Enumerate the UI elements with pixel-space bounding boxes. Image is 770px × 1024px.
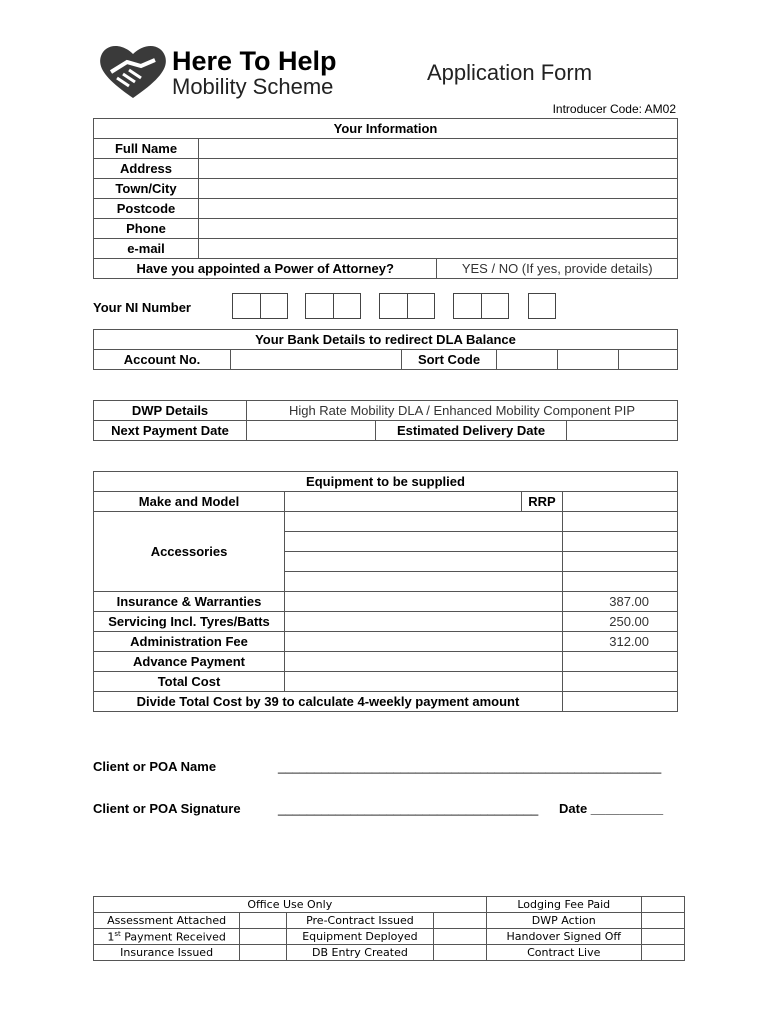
dwp-action-label: DWP Action	[486, 913, 641, 929]
accessory-price-input[interactable]	[563, 552, 678, 572]
dwp-details-label: DWP Details	[94, 401, 247, 421]
payment-received-label: 1st Payment Received	[94, 929, 240, 945]
email-input[interactable]	[199, 239, 678, 259]
accessory-price-input[interactable]	[563, 532, 678, 552]
introducer-code: Introducer Code: AM02	[552, 102, 676, 116]
checkbox-cell[interactable]	[433, 913, 486, 929]
office-heading: Office Use Only	[94, 897, 487, 913]
contract-live-label: Contract Live	[486, 945, 641, 961]
dwp-table	[93, 400, 678, 441]
servicing-label: Servicing Incl. Tyres/Batts	[94, 612, 285, 632]
signature-line[interactable]: ____________________________________	[278, 801, 539, 816]
total-cost-input[interactable]	[563, 672, 678, 692]
ni-box[interactable]	[379, 293, 435, 319]
signature-label: Client or POA Signature	[93, 801, 241, 816]
accessory-input[interactable]	[285, 512, 563, 532]
divide-instruction: Divide Total Cost by 39 to calculate 4-weekly payment amount	[94, 692, 563, 712]
client-name-label: Client or POA Name	[93, 759, 217, 774]
field-label: e-mail	[94, 239, 199, 259]
logo-title: Here To Help	[172, 46, 337, 76]
sort-code-input[interactable]	[558, 350, 619, 370]
your-information-table	[93, 118, 678, 279]
account-label: Account No.	[94, 350, 231, 370]
town-input[interactable]	[199, 179, 678, 199]
admin-fee-value: 312.00	[563, 632, 678, 652]
checkbox-cell[interactable]	[641, 897, 684, 913]
insurance-label: Insurance & Warranties	[94, 592, 285, 612]
dwp-details-value: High Rate Mobility DLA / Enhanced Mobility Component PIP	[247, 401, 678, 421]
make-model-label: Make and Model	[94, 492, 285, 512]
advance-payment-input[interactable]	[563, 652, 678, 672]
admin-fee-label: Administration Fee	[94, 632, 285, 652]
precontract-label: Pre-Contract Issued	[287, 913, 433, 929]
accessory-input[interactable]	[285, 572, 563, 592]
make-model-input[interactable]	[285, 492, 522, 512]
client-name-line[interactable]: _____________________________________________________	[278, 759, 662, 774]
bank-details-table	[93, 329, 678, 370]
section-heading: Equipment to be supplied	[94, 472, 678, 492]
phone-input[interactable]	[199, 219, 678, 239]
ni-box[interactable]	[305, 293, 361, 319]
ni-box[interactable]	[453, 293, 509, 319]
checkbox-cell[interactable]	[240, 913, 287, 929]
section-heading: Your Information	[94, 119, 678, 139]
db-entry-label: DB Entry Created	[287, 945, 433, 961]
accessory-price-input[interactable]	[563, 572, 678, 592]
sort-code-input[interactable]	[619, 350, 678, 370]
date-field[interactable]: Date __________	[559, 801, 664, 816]
accessory-input[interactable]	[285, 552, 563, 572]
poa-question: Have you appointed a Power of Attorney?	[94, 259, 437, 279]
next-payment-label: Next Payment Date	[94, 421, 247, 441]
ni-box[interactable]	[528, 293, 556, 319]
field-label: Full Name	[94, 139, 199, 159]
delivery-input[interactable]	[567, 421, 678, 441]
rrp-label: RRP	[522, 492, 563, 512]
office-use-table	[93, 896, 685, 961]
rrp-input[interactable]	[563, 492, 678, 512]
ni-box[interactable]	[232, 293, 288, 319]
postcode-input[interactable]	[199, 199, 678, 219]
account-input[interactable]	[231, 350, 402, 370]
checkbox-cell[interactable]	[641, 945, 684, 961]
checkbox-cell[interactable]	[433, 945, 486, 961]
field-label: Phone	[94, 219, 199, 239]
checkbox-cell[interactable]	[240, 929, 287, 945]
next-payment-input[interactable]	[247, 421, 376, 441]
address-input[interactable]	[199, 159, 678, 179]
total-cost-label: Total Cost	[94, 672, 285, 692]
field-label: Town/City	[94, 179, 199, 199]
advance-payment-label: Advance Payment	[94, 652, 285, 672]
handover-label: Handover Signed Off	[486, 929, 641, 945]
accessories-label: Accessories	[94, 512, 285, 592]
accessory-price-input[interactable]	[563, 512, 678, 532]
weekly-payment-input[interactable]	[563, 692, 678, 712]
accessory-input[interactable]	[285, 532, 563, 552]
insurance-issued-label: Insurance Issued	[94, 945, 240, 961]
section-heading: Your Bank Details to redirect DLA Balance	[94, 330, 678, 350]
sort-code-input[interactable]	[497, 350, 558, 370]
lodging-label: Lodging Fee Paid	[486, 897, 641, 913]
checkbox-cell[interactable]	[641, 913, 684, 929]
ni-label: Your NI Number	[93, 300, 191, 315]
servicing-value: 250.00	[563, 612, 678, 632]
full-name-input[interactable]	[199, 139, 678, 159]
equipment-table	[93, 471, 678, 712]
sort-code-label: Sort Code	[402, 350, 497, 370]
field-label: Address	[94, 159, 199, 179]
insurance-value: 387.00	[563, 592, 678, 612]
checkbox-cell[interactable]	[433, 929, 486, 945]
checkbox-cell[interactable]	[240, 945, 287, 961]
form-title: Application Form	[427, 60, 593, 85]
assessment-label: Assessment Attached	[94, 913, 240, 929]
equipment-deployed-label: Equipment Deployed	[287, 929, 433, 945]
logo-subtitle: Mobility Scheme	[172, 74, 334, 99]
delivery-label: Estimated Delivery Date	[376, 421, 567, 441]
field-label: Postcode	[94, 199, 199, 219]
logo	[97, 42, 169, 102]
handshake-heart-icon	[97, 42, 169, 102]
checkbox-cell[interactable]	[641, 929, 684, 945]
poa-answer[interactable]: YES / NO (If yes, provide details)	[437, 259, 678, 279]
